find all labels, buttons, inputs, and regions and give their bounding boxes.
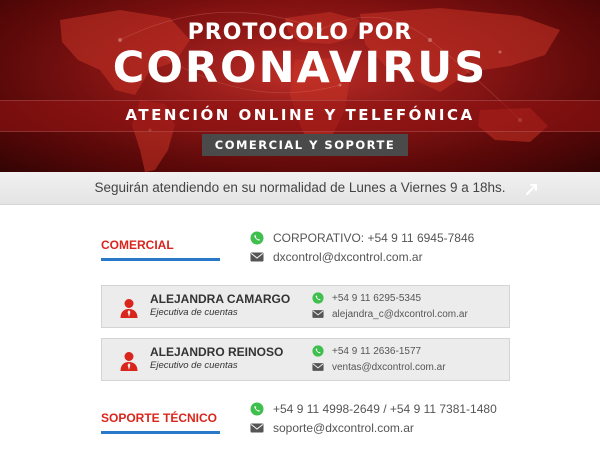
arrow-icon: [525, 182, 539, 196]
envelope-icon: [312, 308, 324, 320]
whatsapp-icon: [250, 402, 264, 416]
comercial-section-title: [101, 238, 220, 261]
comercial-title-text: COMERCIAL: [101, 238, 174, 252]
soporte-phone-line: [250, 401, 497, 417]
contact-phone-line: [312, 292, 421, 304]
whatsapp-icon: [312, 345, 324, 357]
soporte-email[interactable]: soporte@dxcontrol.com.ar: [273, 421, 414, 435]
whatsapp-icon: [250, 231, 264, 245]
hero-title-main: CORONAVIRUS: [112, 43, 488, 93]
contact-phone[interactable]: +54 9 11 2636-1577: [332, 345, 422, 357]
contact-email[interactable]: ventas@dxcontrol.com.ar: [332, 361, 446, 373]
schedule-notice-text: Seguirán atendiendo en su normalidad de Lunes a Viernes 9 a 18hs.: [94, 180, 506, 195]
hero-banner: [0, 0, 600, 172]
contact-card: [101, 285, 510, 328]
contact-role: Ejecutivo de cuentas: [150, 360, 238, 371]
hero-subtitle: ATENCIÓN ONLINE Y TELEFÓNICA: [125, 106, 475, 124]
envelope-icon: [250, 421, 264, 435]
comercial-email[interactable]: dxcontrol@dxcontrol.com.ar: [273, 250, 423, 264]
contact-phone-line: [312, 345, 421, 357]
hero-pill: COMERCIAL Y SOPORTE: [202, 134, 408, 156]
soporte-title-text: SOPORTE TÉCNICO: [101, 411, 218, 425]
soporte-phone[interactable]: +54 9 11 4998-2649 / +54 9 11 7381-1480: [273, 402, 497, 416]
contact-email[interactable]: alejandra_c@dxcontrol.com.ar: [332, 308, 468, 320]
envelope-icon: [250, 250, 264, 264]
envelope-icon: [312, 361, 324, 373]
comercial-email-line: [250, 249, 423, 265]
whatsapp-icon: [312, 292, 324, 304]
contact-email-line: [312, 308, 468, 320]
contact-name: ALEJANDRO REINOSO: [150, 345, 284, 359]
soporte-section-title: [101, 411, 220, 434]
contact-card: [101, 338, 510, 381]
contact-name: ALEJANDRA CAMARGO: [150, 292, 291, 306]
contact-phone[interactable]: +54 9 11 6295-5345: [332, 292, 422, 304]
person-icon: [120, 298, 138, 318]
person-icon: [120, 351, 138, 371]
contact-email-line: [312, 361, 446, 373]
hero-title-line1: PROTOCOLO POR: [187, 20, 413, 45]
soporte-email-line: [250, 420, 414, 436]
contact-role: Ejecutiva de cuentas: [150, 307, 238, 318]
comercial-phone-line: [250, 230, 474, 246]
schedule-notice-bar: [0, 172, 600, 205]
comercial-phone[interactable]: CORPORATIVO: +54 9 11 6945-7846: [273, 231, 475, 245]
